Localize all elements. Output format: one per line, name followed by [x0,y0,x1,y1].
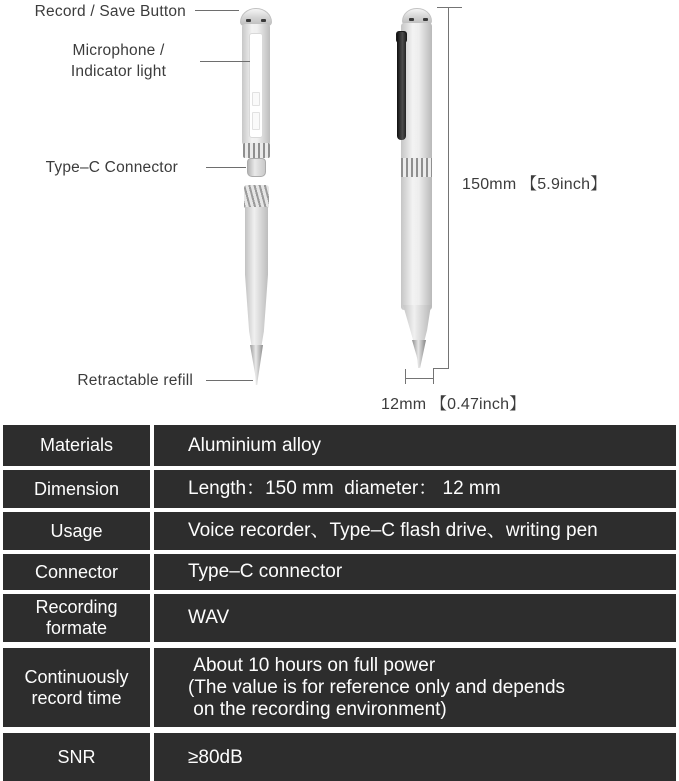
pen-tip [250,345,263,385]
spec-row-recording-format [3,594,676,642]
spec-row-dimension [3,470,676,508]
spec-value: WAV [154,594,676,642]
type-c-plug [247,158,266,177]
length-dimension-line [448,7,449,368]
cap-vent-icon [423,18,428,21]
label-microphone-indicator: Microphone / Indicator light [70,42,167,80]
cap-vent-icon [246,19,251,22]
cap-vent-icon [409,18,414,21]
leader-line-refill [206,380,253,381]
spec-row-connector [3,554,676,590]
leader-line-record-save [195,10,239,11]
assembled-pen-tip [412,340,426,368]
spec-value: ≥80dB [154,733,676,781]
diameter-dimension-line [405,378,434,379]
window-etch-mark [252,112,260,130]
length-dimension-top-tick [437,7,462,8]
assembled-pen-lower-body [403,305,431,368]
leader-line-type-c [206,167,246,168]
spec-value: Length：150 mm diameter： 12 mm [154,470,676,508]
assembled-chrome-ring [401,158,432,177]
pen-clip [397,32,406,140]
spec-value: Aluminium alloy [154,425,676,466]
spec-value: Voice recorder、Type–C flash drive、writing pen [154,512,676,550]
spec-row-snr [3,733,676,781]
spec-label: Dimension [3,470,150,508]
length-dimension-bottom-tick [433,368,449,369]
window-etch-mark [252,92,260,106]
spec-row-usage [3,512,676,550]
spec-label: Continuously record time [3,648,150,727]
spec-value: About 10 hours on full power (The value is for reference only and depends on the recording environment) [154,648,676,727]
diameter-dimension-right-tick [433,368,434,384]
spec-table [0,424,679,781]
spec-label: SNR [3,733,150,781]
spec-value: Type–C connector [154,554,676,590]
diameter-dimension-label: 12mm 【0.47inch】 [381,396,526,413]
diameter-dimension-left-tick [405,369,406,384]
spec-label: Usage [3,512,150,550]
spec-label: Materials [3,425,150,466]
spec-row-record-time [3,648,676,727]
spec-label: Connector [3,554,150,590]
length-dimension-label: 150mm 【5.9inch】 [462,176,607,193]
spec-label: Recording formate [3,594,150,642]
label-retractable-refill: Retractable refill [77,372,193,389]
leader-line-microphone [200,61,250,62]
chrome-ring [243,143,270,158]
spec-row-materials [3,425,676,466]
cap-vent-icon [261,19,266,22]
label-type-c-connector: Type–C Connector [45,159,178,176]
lower-chrome-band [244,185,269,208]
label-record-save-button: Record / Save Button [34,3,186,20]
